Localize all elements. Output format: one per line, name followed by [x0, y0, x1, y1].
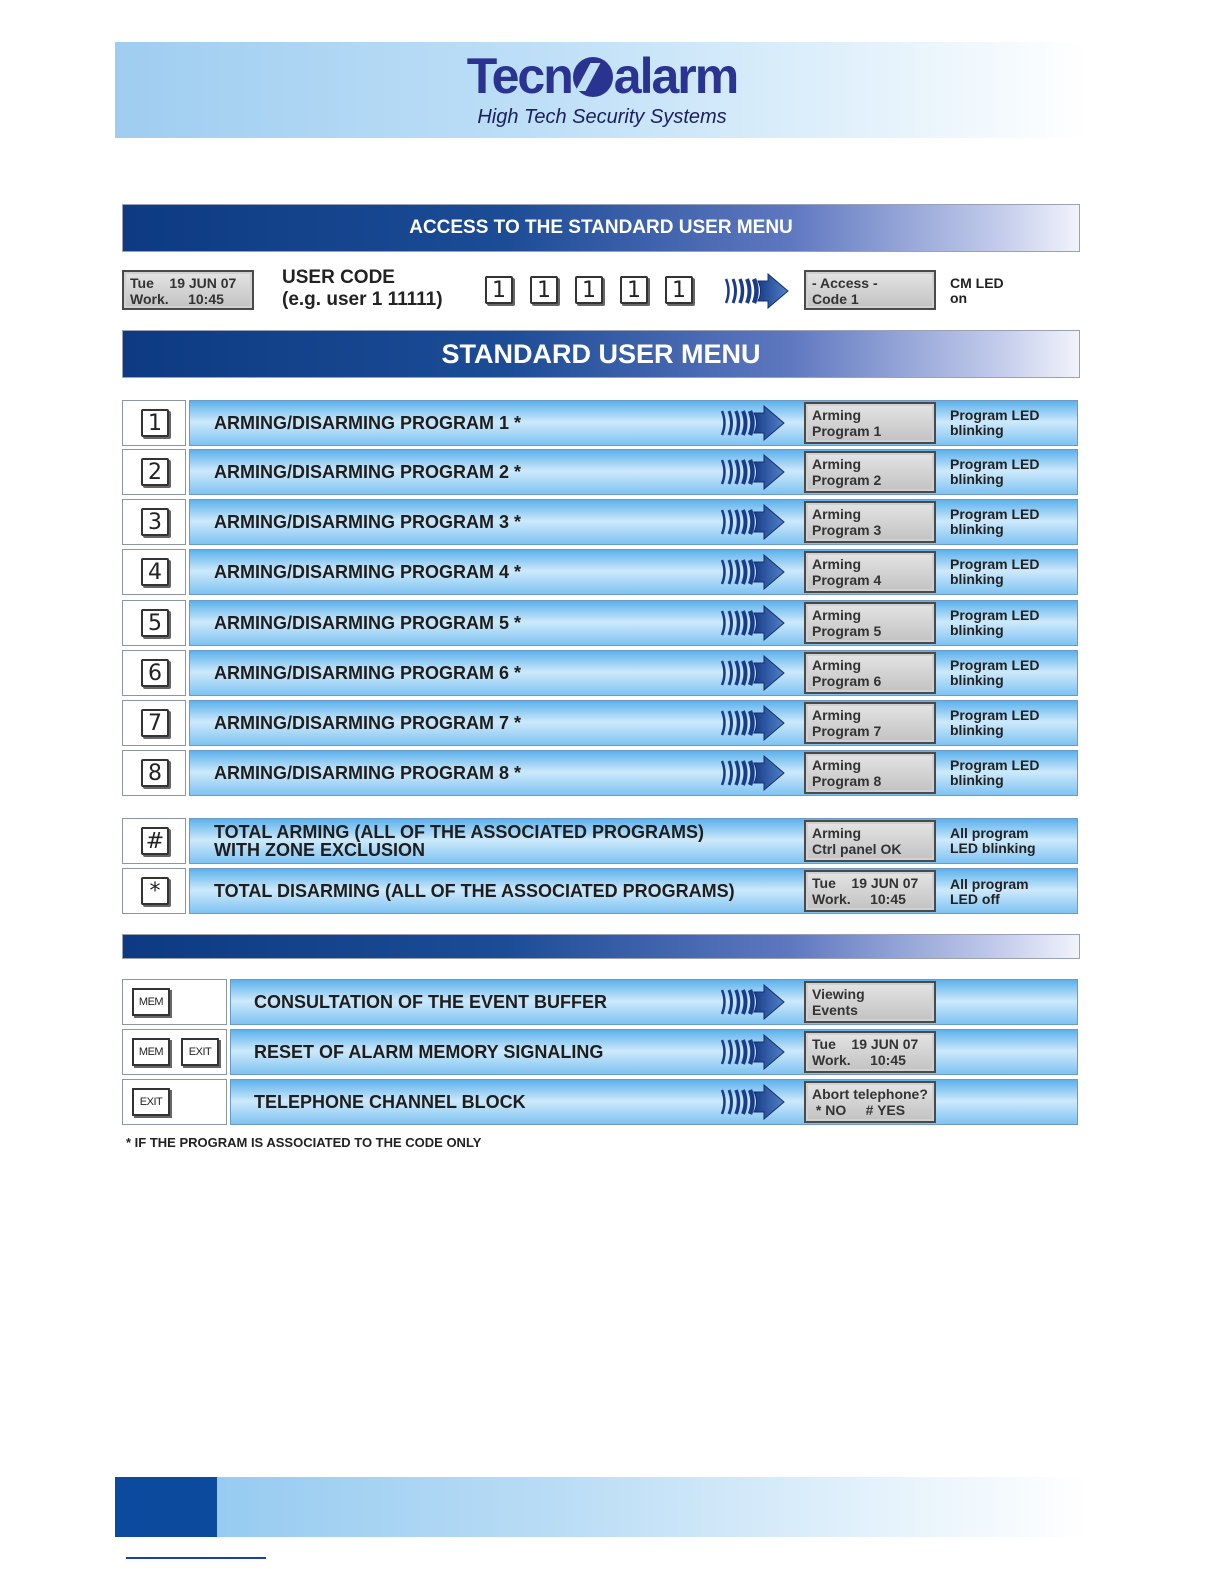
extra-lcd-display: Viewing Events: [804, 981, 936, 1023]
program-lcd-display: Arming Program 1: [804, 402, 936, 444]
program-key[interactable]: 5: [141, 609, 169, 637]
logo: Tecn alarm: [466, 48, 738, 104]
mem-key[interactable]: MEM: [132, 1038, 170, 1066]
program-key[interactable]: 4: [141, 558, 169, 586]
program-key[interactable]: 2: [141, 458, 169, 486]
tagline: High Tech Security Systems: [477, 106, 727, 128]
arrow-right-icon: [718, 1034, 788, 1070]
program-label: ARMING/DISARMING PROGRAM 3 *: [214, 512, 522, 532]
arrow-right-icon: [718, 504, 788, 540]
arrow-right-icon: [722, 273, 792, 309]
program-lcd-display: Arming Program 2: [804, 451, 936, 493]
menu-section-title: STANDARD USER MENU: [122, 330, 1080, 378]
star-key[interactable]: *: [141, 877, 169, 905]
code-key-1[interactable]: 1: [485, 276, 513, 304]
extra-label: CONSULTATION OF THE EVENT BUFFER: [254, 992, 607, 1012]
program-label: ARMING/DISARMING PROGRAM 4 *: [214, 562, 522, 582]
arrow-right-icon: [718, 755, 788, 791]
program-lcd-display: Arming Program 7: [804, 702, 936, 744]
footer-page-block: [115, 1477, 217, 1537]
cm-led-status: CM LED on: [950, 275, 1004, 306]
arrow-right-icon: [718, 405, 788, 441]
total-arming-label: [214, 823, 704, 859]
lcd-access-display: - Access - Code 1: [804, 270, 936, 310]
logo-mark-icon: [573, 57, 613, 97]
program-led-status: Program LED blinking: [950, 407, 1040, 438]
program-label: ARMING/DISARMING PROGRAM 8 *: [214, 763, 522, 783]
program-led-status: Program LED blinking: [950, 506, 1040, 537]
total-disarming-lcd-display: Tue 19 JUN 07 Work. 10:45: [804, 870, 936, 912]
arrow-right-icon: [718, 1084, 788, 1120]
program-key[interactable]: 3: [141, 508, 169, 536]
program-label: ARMING/DISARMING PROGRAM 2 *: [214, 462, 522, 482]
arrow-right-icon: [718, 655, 788, 691]
footnote: * IF THE PROGRAM IS ASSOCIATED TO THE CODE ONLY: [126, 1135, 482, 1150]
user-code-example: (e.g. user 1 11111): [282, 289, 443, 310]
mem-key[interactable]: MEM: [132, 988, 170, 1016]
program-key[interactable]: 6: [141, 659, 169, 687]
program-led-status: Program LED blinking: [950, 556, 1040, 587]
exit-key[interactable]: EXIT: [181, 1038, 219, 1066]
footer-underline: [126, 1557, 266, 1559]
program-led-status: Program LED blinking: [950, 607, 1040, 638]
total-arming-label-line1: TOTAL ARMING (ALL OF THE ASSOCIATED PROGRAMS): [214, 822, 704, 842]
total-disarming-led-status: All program LED off: [950, 876, 1029, 907]
extra-lcd-display: Abort telephone? * NO # YES: [804, 1081, 936, 1123]
arrow-right-icon: [718, 605, 788, 641]
program-label: ARMING/DISARMING PROGRAM 5 *: [214, 613, 522, 633]
program-lcd-display: Arming Program 4: [804, 551, 936, 593]
code-key-4[interactable]: 1: [620, 276, 648, 304]
arrow-right-icon: [718, 705, 788, 741]
total-arming-label-line2: WITH ZONE EXCLUSION: [214, 840, 425, 860]
program-lcd-display: Arming Program 3: [804, 501, 936, 543]
total-arming-lcd-display: Arming Ctrl panel OK: [804, 820, 936, 862]
code-key-5[interactable]: 1: [665, 276, 693, 304]
program-key[interactable]: 8: [141, 759, 169, 787]
user-code-label: USER CODE: [282, 267, 395, 288]
extra-label: RESET OF ALARM MEMORY SIGNALING: [254, 1042, 604, 1062]
access-section-title: ACCESS TO THE STANDARD USER MENU: [122, 204, 1080, 252]
exit-key[interactable]: EXIT: [132, 1088, 170, 1116]
program-label: ARMING/DISARMING PROGRAM 6 *: [214, 663, 522, 683]
program-label: ARMING/DISARMING PROGRAM 7 *: [214, 713, 522, 733]
program-key[interactable]: 7: [141, 709, 169, 737]
lcd-idle-display: Tue 19 JUN 07 Work. 10:45: [122, 270, 254, 310]
arrow-right-icon: [718, 984, 788, 1020]
code-key-2[interactable]: 1: [530, 276, 558, 304]
hash-key[interactable]: #: [141, 827, 169, 855]
header-banner: [115, 42, 1089, 138]
program-led-status: Program LED blinking: [950, 707, 1040, 738]
extra-lcd-display: Tue 19 JUN 07 Work. 10:45: [804, 1031, 936, 1073]
extra-label: TELEPHONE CHANNEL BLOCK: [254, 1092, 526, 1112]
program-led-status: Program LED blinking: [950, 757, 1040, 788]
program-led-status: Program LED blinking: [950, 456, 1040, 487]
total-arming-led-status: All program LED blinking: [950, 825, 1036, 856]
program-led-status: Program LED blinking: [950, 657, 1040, 688]
arrow-right-icon: [718, 554, 788, 590]
user-code-block: [282, 267, 443, 311]
arrow-right-icon: [718, 454, 788, 490]
footer-band: [115, 1477, 1089, 1537]
total-disarming-label: TOTAL DISARMING (ALL OF THE ASSOCIATED PROGRAMS): [214, 881, 735, 901]
extra-section-bar: [122, 934, 1080, 959]
program-lcd-display: Arming Program 8: [804, 752, 936, 794]
program-lcd-display: Arming Program 5: [804, 602, 936, 644]
program-lcd-display: Arming Program 6: [804, 652, 936, 694]
program-key[interactable]: 1: [141, 409, 169, 437]
code-key-3[interactable]: 1: [575, 276, 603, 304]
program-label: ARMING/DISARMING PROGRAM 1 *: [214, 413, 522, 433]
